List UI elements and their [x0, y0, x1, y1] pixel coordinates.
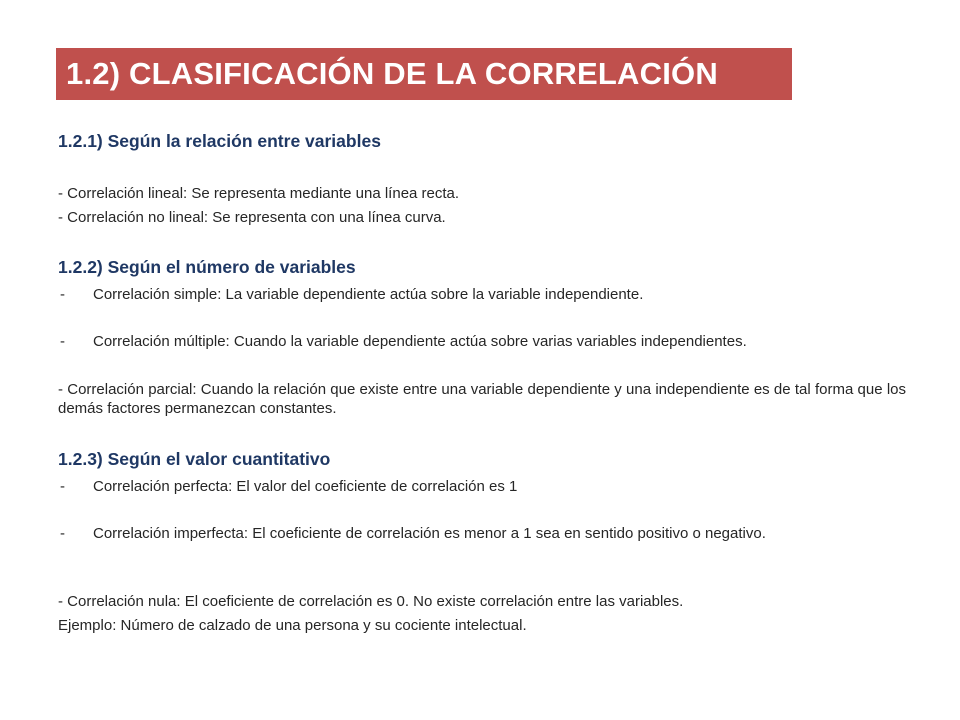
text-line-correlacion-nula: - Correlación nula: El coeficiente de correlación es 0. No existe correlación entre las variables.: [58, 593, 684, 610]
bullet-dash: -: [60, 478, 65, 495]
page-title: 1.2) CLASIFICACIÓN DE LA CORRELACIÓN: [66, 56, 718, 91]
title-banner: [56, 48, 792, 100]
bullet-text: Correlación perfecta: El valor del coeficiente de correlación es 1: [93, 478, 518, 495]
bullet-dash: -: [60, 286, 65, 303]
text-line-ejemplo: Ejemplo: Número de calzado de una persona y su cociente intelectual.: [58, 617, 527, 634]
bullet-text: Correlación simple: La variable dependiente actúa sobre la variable independiente.: [93, 286, 644, 303]
bullet-correlacion-simple: [58, 285, 906, 304]
bullet-dash: -: [60, 333, 65, 350]
bullet-correlacion-perfecta: [58, 477, 906, 496]
text-line-correlacion-no-lineal: - Correlación no lineal: Se representa con una línea curva.: [58, 209, 446, 226]
bullet-correlacion-multiple: [58, 332, 906, 351]
bullet-dash: -: [60, 525, 65, 542]
text-line-correlacion-lineal: - Correlación lineal: Se representa mediante una línea recta.: [58, 185, 460, 202]
bullet-text: Correlación múltiple: Cuando la variable dependiente actúa sobre varias variables independientes.: [93, 333, 747, 350]
bullet-correlacion-imperfecta: [58, 524, 906, 543]
section-heading-valor: 1.2.3) Según el valor cuantitativo: [58, 449, 331, 469]
section-heading-numero: 1.2.2) Según el número de variables: [58, 257, 356, 277]
bullet-text: Correlación imperfecta: El coeficiente de correlación es menor a 1 sea en sentido positivo o negativo.: [93, 525, 766, 542]
paragraph-correlacion-parcial: - Correlación parcial: Cuando la relación que existe entre una variable dependiente y una independiente es de tal forma que los demás factores permanezcan constantes.: [58, 381, 906, 417]
section-heading-relacion: 1.2.1) Según la relación entre variables: [58, 131, 381, 151]
